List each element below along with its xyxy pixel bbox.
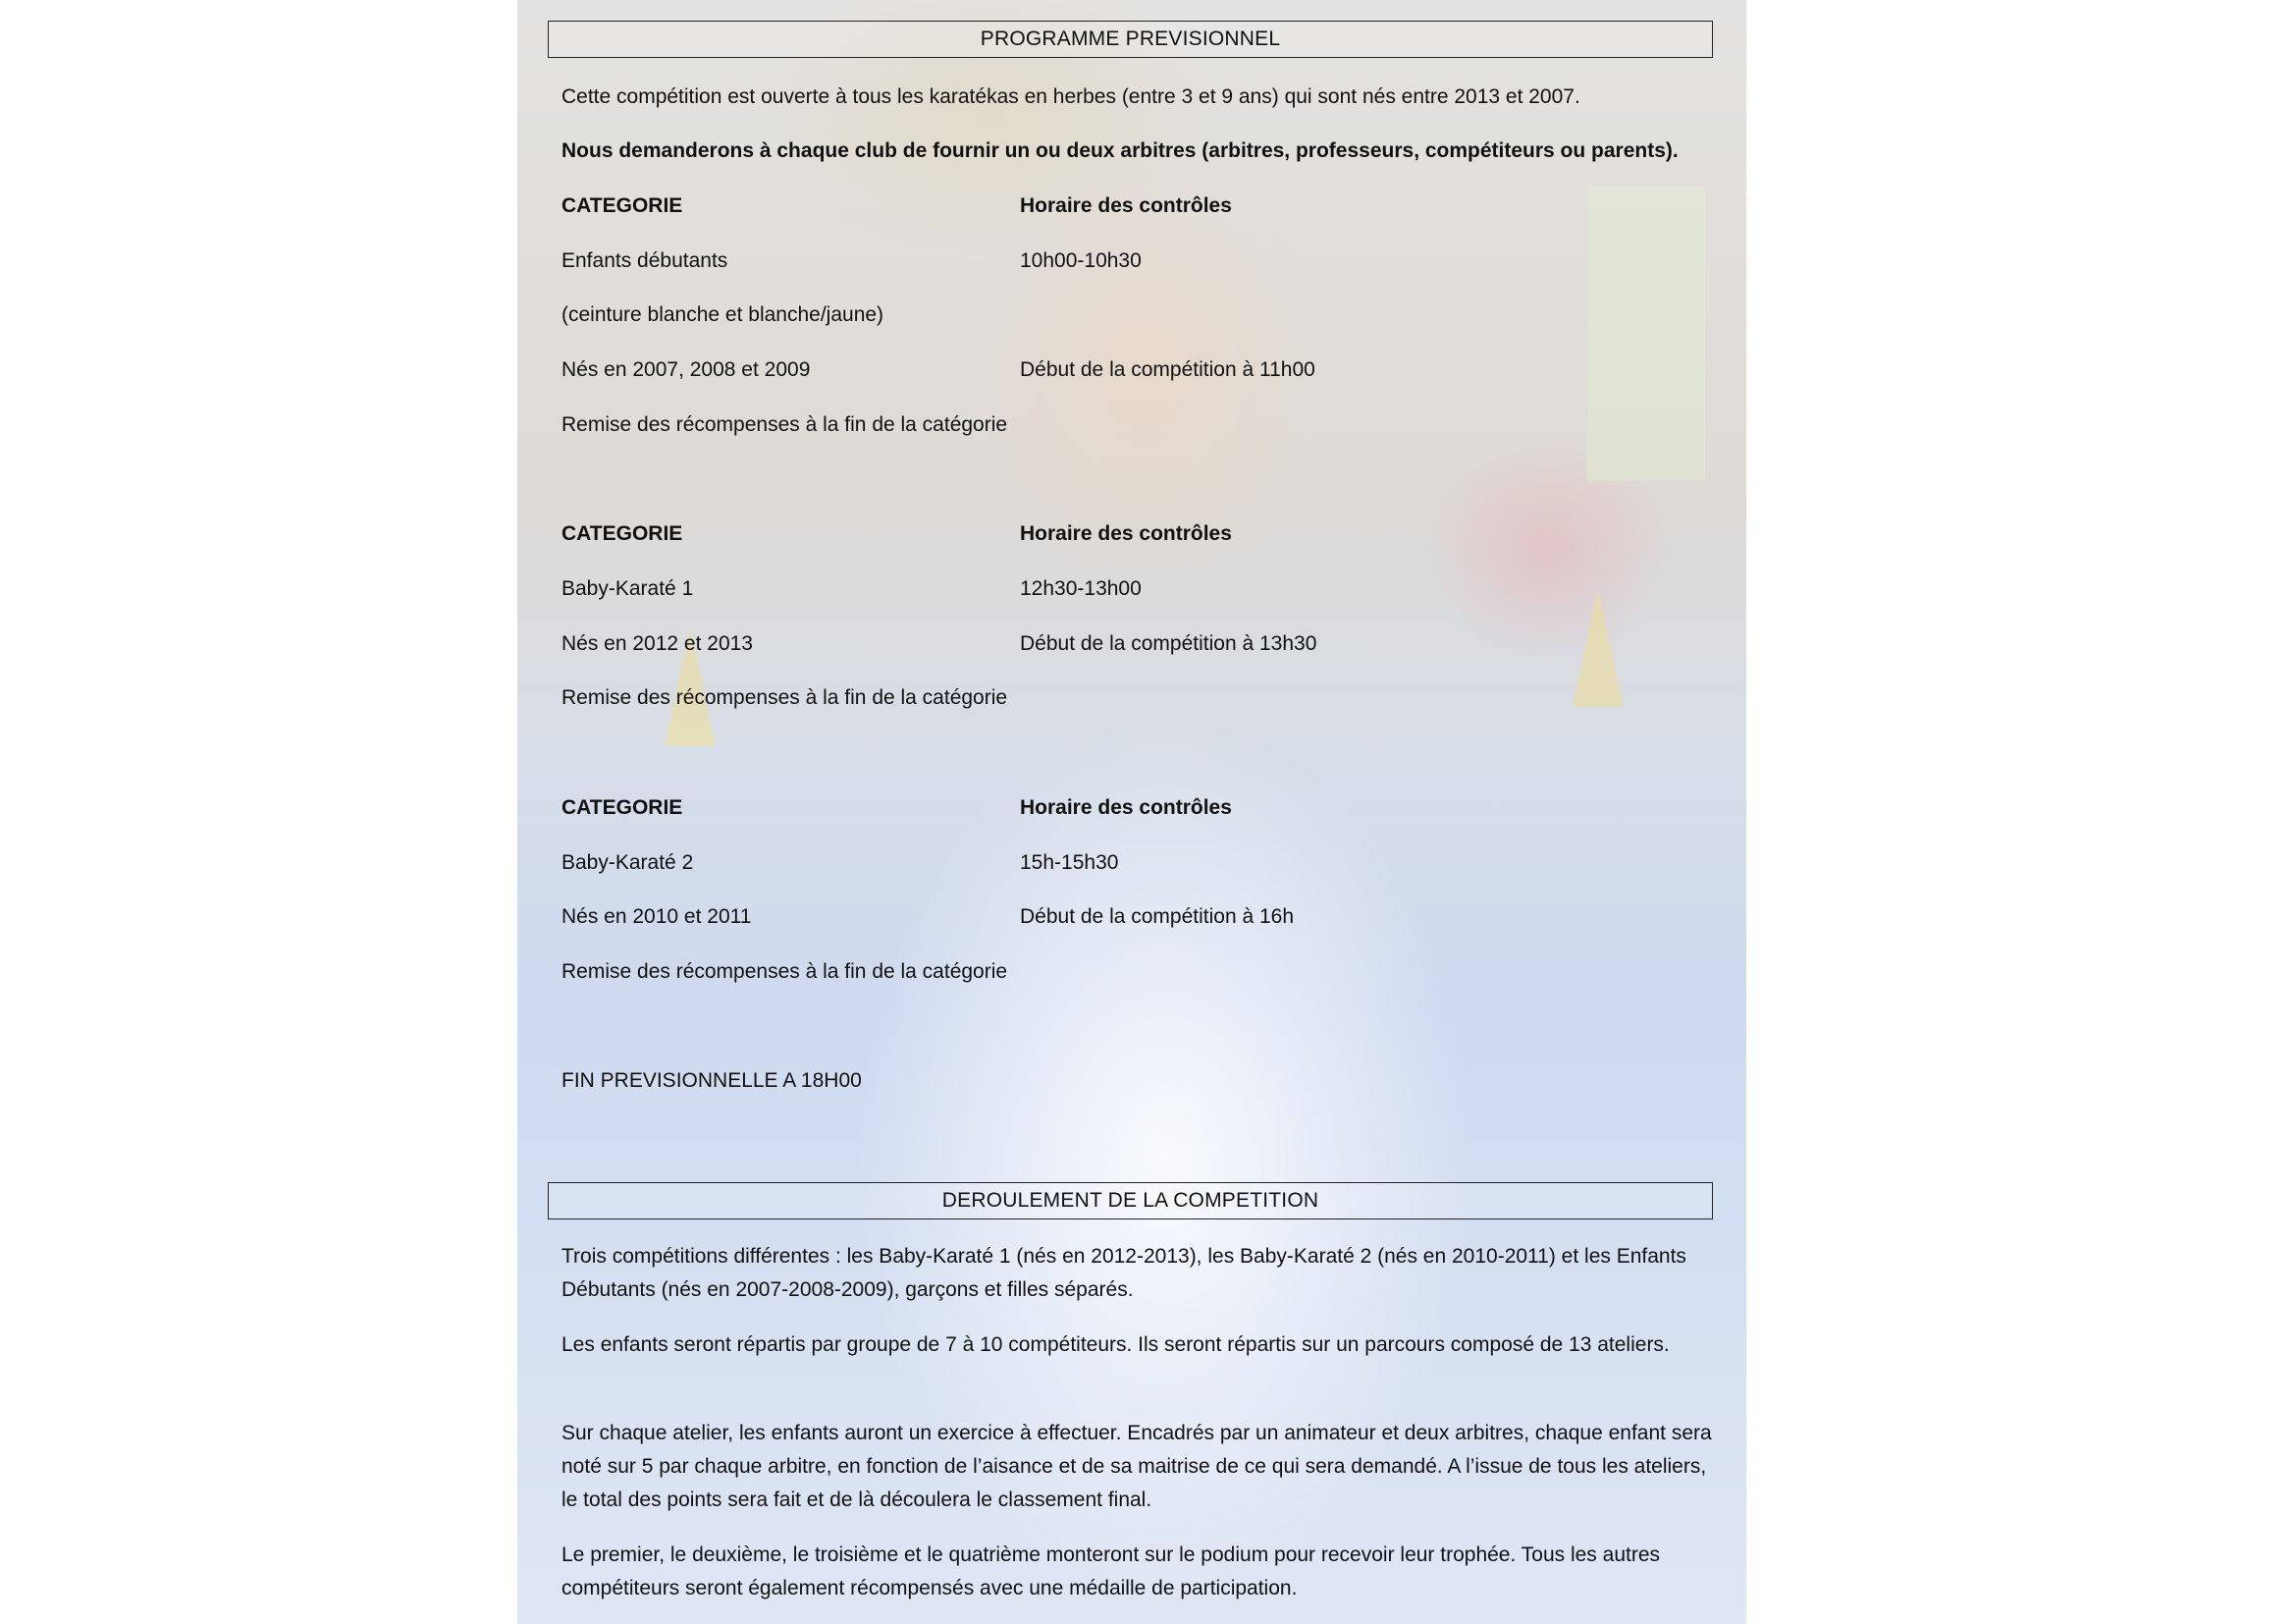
end-time-text: FIN PREVISIONNELLE A 18H00 [561,1069,862,1092]
intro-text: Cette compétition est ouverte à tous les karatékas en herbes (entre 3 et 9 ans) qui sont nés entre 2013 et 2007. [561,85,1580,108]
awards-text: Remise des récompenses à la fin de la catégorie [561,686,1008,709]
horaire-label: Horaire des contrôles [1020,796,1232,819]
background-window [1587,187,1705,481]
deroulement-paragraph-1: Trois compétitions différentes : les Baby-Karaté 1 (nés en 2012-2013), les Baby-Karaté 2 (nés en 2010-2011) et les Enfants Débutants (nés en 2007-2008-2009), garçons et filles séparés. [561,1245,1686,1301]
deroulement-paragraph-4: Le premier, le deuxième, le troisième et le quatrième monteront sur le podium pour recevoir leur trophée. Tous les autres compétiteurs seront également récompensés avec une médaille de participation. [561,1543,1661,1599]
controle-time: 12h30-13h00 [1020,577,1142,600]
category-name: Enfants débutants [561,249,728,272]
category-label: CATEGORIE [561,194,683,217]
section-heading-deroulement: DEROULEMENT DE LA COMPETITION [548,1182,1713,1219]
deroulement-paragraph-3: Sur chaque atelier, les enfants auront un exercice à effectuer. Encadrés par un animateur et deux arbitres, chaque enfant sera noté sur 5 par chaque arbitre, en fonction de l’aisance et de sa maitrise de ce qui sera demandé. A l’issue de tous les ateliers, le total des points sera fait et de là découlera le classement final. [561,1422,1712,1511]
horaire-label: Horaire des contrôles [1020,194,1232,217]
deroulement-paragraph-2: Les enfants seront répartis par groupe de 7 à 10 compétiteurs. Ils seront répartis sur un parcours composé de 13 ateliers. [561,1333,1670,1356]
start-time: Début de la compétition à 11h00 [1020,358,1315,381]
category-label: CATEGORIE [561,796,683,819]
awards-text: Remise des récompenses à la fin de la catégorie [561,960,1008,983]
category-note: (ceinture blanche et blanche/jaune) [561,303,884,326]
category-name: Baby-Karaté 2 [561,851,694,874]
category-name: Baby-Karaté 1 [561,577,694,600]
awards-text: Remise des récompenses à la fin de la catégorie [561,413,1008,436]
category-label: CATEGORIE [561,522,683,545]
arbitres-text: Nous demanderons à chaque club de fournir un ou deux arbitres (arbitres, professeurs, compétiteurs ou parents). [561,139,1679,162]
document-page [517,0,1746,1624]
birth-years: Nés en 2007, 2008 et 2009 [561,358,811,381]
background-cone [1573,589,1624,707]
controle-time: 15h-15h30 [1020,851,1119,874]
controle-time: 10h00-10h30 [1020,249,1142,272]
section-heading-programme: PROGRAMME PREVISIONNEL [548,21,1713,58]
start-time: Début de la compétition à 13h30 [1020,632,1317,655]
start-time: Début de la compétition à 16h [1020,905,1295,928]
birth-years: Nés en 2012 et 2013 [561,632,753,655]
horaire-label: Horaire des contrôles [1020,522,1232,545]
birth-years: Nés en 2010 et 2011 [561,905,752,928]
